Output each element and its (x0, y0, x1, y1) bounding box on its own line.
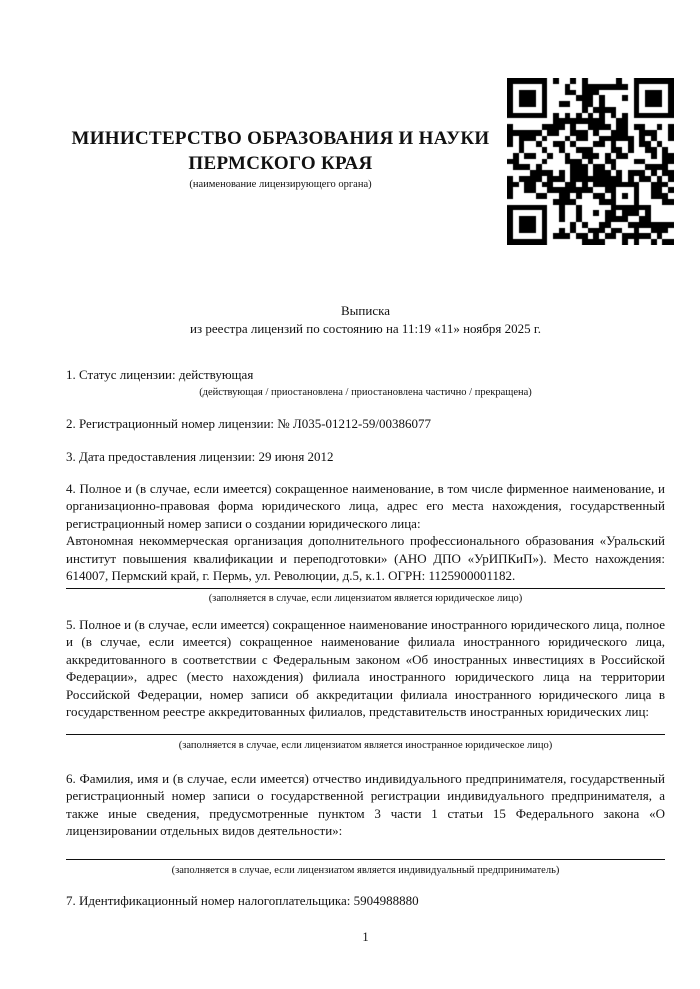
authority-name-caption: (наименование лицензирующего органа) (189, 179, 372, 190)
item-2-registration-number: 2. Регистрационный номер лицензии: № Л035-01212-59/00386077 (66, 415, 432, 431)
item-6-caption: (заполняется в случае, если лицензиатом является индивидуальный предприниматель) (171, 864, 560, 876)
qr-code-icon (507, 78, 674, 245)
item-4-legal-entity-heading (66, 480, 665, 533)
document-body (0, 302, 700, 947)
document-title-line2: из реестра лицензий по состоянию на 11:19 «11» ноября 2025 г. (190, 320, 541, 336)
item-5-caption: (заполняется в случае, если лицензиатом является иностранное юридическое лицо) (178, 739, 553, 751)
item-4-caption: (заполняется в случае, если лицензиатом является юридическое лицо) (208, 592, 523, 604)
item-3-license-date: 3. Дата предоставления лицензии: 29 июня 2012 (66, 449, 334, 464)
item-4-text: 4. Полное и (в случае, если имеется) сокращенное наименование, в том числе фирменное наименование, и организационно-правовая форма юридического лица, адрес его места нахождения, государственный регистрационный номер записи о создании юридического лица: (66, 480, 665, 531)
item-6-underline (66, 859, 665, 860)
item-4-legal-entity-value: Автономная некоммерческая организация дополнительного профессионального образования «Уральский институт повышения квалификации и переподготовки» (АНО ДПО «УрИПКиП»). Место нахождения: 614007, Пермский край, г. Пермь, ул. Революции, д.5, к.1. ОГРН: 1125900001182. (66, 533, 665, 583)
authority-name-line1: МИНИСТЕРСТВО ОБРАЗОВАНИЯ И НАУКИ (71, 128, 490, 149)
item-5-foreign-entity-heading: 5. Полное и (в случае, если имеется) сокращенное наименование иностранного юридического лица, полное и (в случае, если имеется) сокращенное наименование филиала иностранного юридического лица, аккредитованного в соответствии с Федеральным законом «Об иностранных инвестициях в Российской Федерации», адрес (место нахождения) филиала иностранного юридического лица на территории Российской Федерации, номер записи об аккредитации филиала иностранного юридического лица в государственном реестре аккредитованных филиалов, представительств иностранных юридических лиц: (66, 616, 665, 719)
document-title (66, 302, 665, 337)
page-number: 1 (362, 930, 369, 944)
item-1-caption: (действующая / приостановлена / приостановлена частично / прекращена) (199, 386, 532, 398)
item-7-taxpayer-number: 7. Идентификационный номер налогоплательщика: 5904988880 (66, 892, 419, 908)
item-6-entrepreneur-heading: 6. Фамилия, имя и (в случае, если имеется) отчество индивидуального предпринимателя, государственный регистрационный номер записи о государственной регистрации индивидуального предпринимателя, а также иные сведения, предусмотренные пунктом 3 части 1 статьи 15 Федерального закона «О лицензировании отдельных видов деятельности»: (66, 770, 665, 838)
licensing-authority-block (66, 78, 507, 193)
authority-name-line2: ПЕРМСКОГО КРАЯ (188, 153, 373, 174)
item-4-underline (66, 588, 665, 589)
document-title-line1: Выписка (341, 303, 390, 318)
item-1-license-status: 1. Статус лицензии: действующая (66, 367, 254, 382)
item-5-underline (66, 734, 665, 735)
document-header (0, 0, 700, 245)
